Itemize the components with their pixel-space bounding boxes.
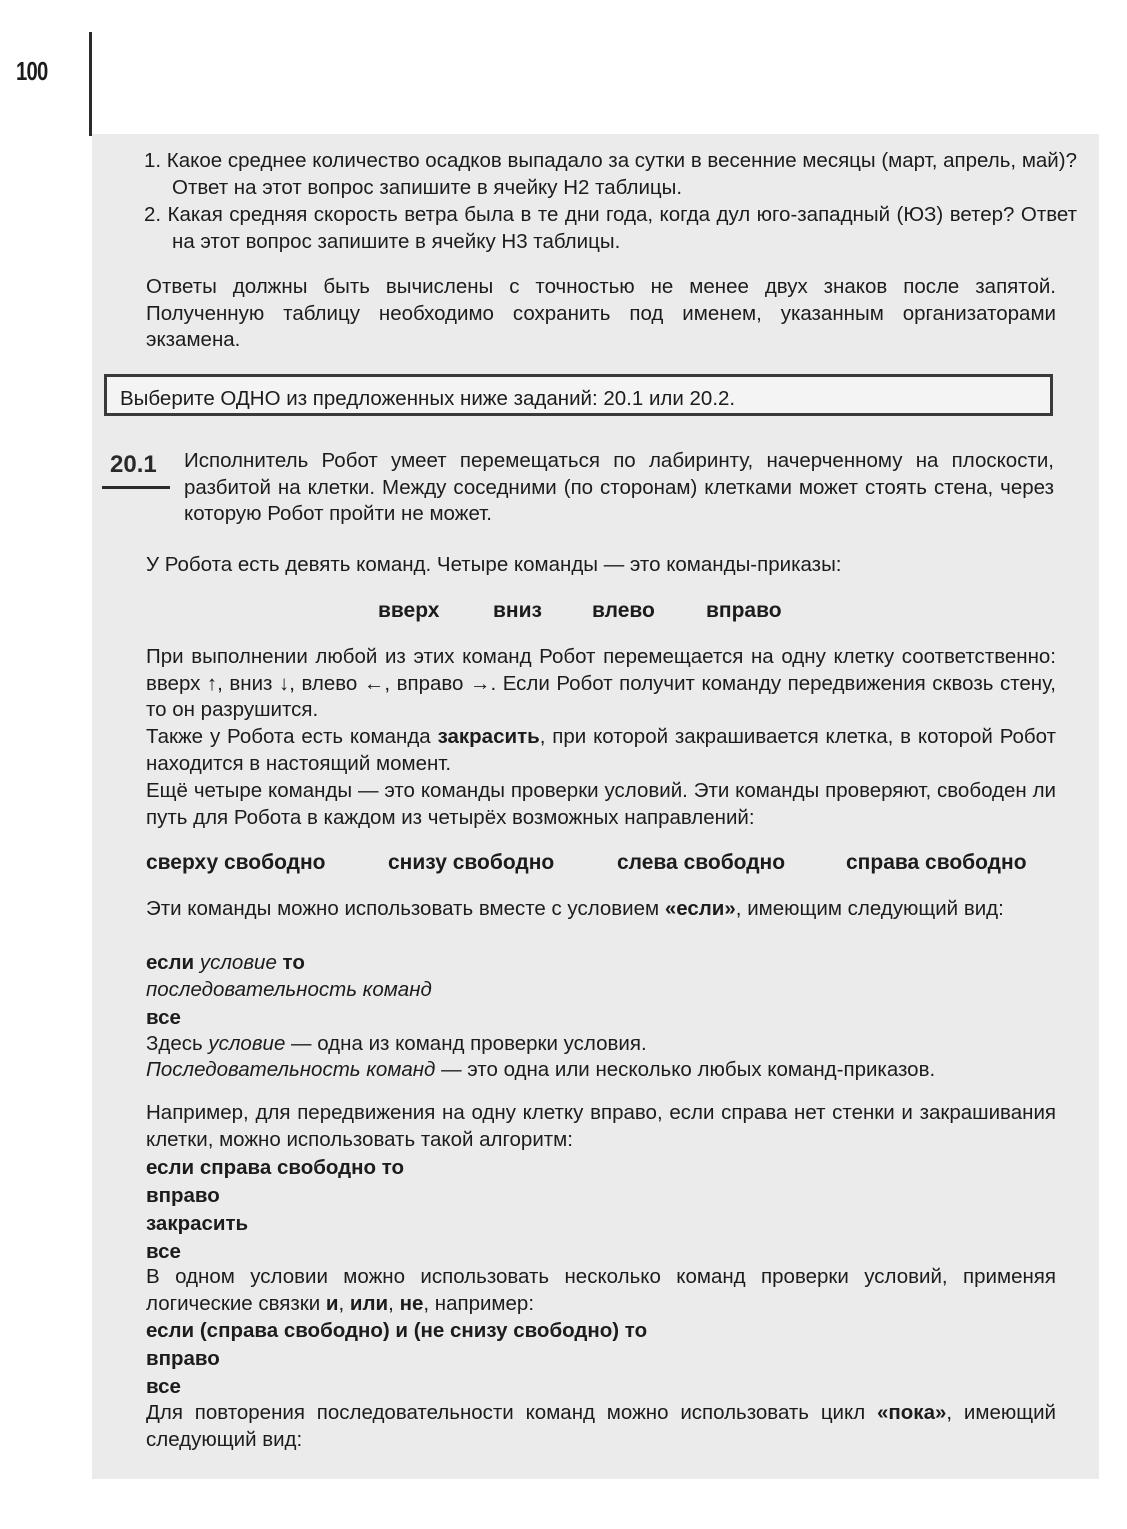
page-number: 100 (16, 56, 48, 86)
here-condition: условие (208, 1032, 286, 1055)
task-intro: Исполнитель Робот умеет перемещаться по лабиринту, начерченному на плоскости, разбитой на клетки. Между соседними (по сторонам) клетками может стоять стена, через которую Робот пройти не может. (184, 449, 1054, 525)
command-right: вправо (706, 599, 782, 622)
sequence-text-rest: — это одна или несколько любых команд-приказов. (435, 1058, 936, 1081)
if-syntax-then: то (282, 951, 305, 974)
task-number: 20.1 (110, 451, 157, 478)
here-text-after: — одна из команд проверки условия. (285, 1032, 647, 1055)
condition-left: слева свободно (617, 851, 786, 874)
logic-code-line-1: если (справа свободно) и (не снизу свободно) то (146, 1319, 648, 1342)
margin-rule (89, 32, 92, 136)
nine-commands-text: У Робота есть девять команд. Четыре команды — это команды-приказы: (146, 553, 842, 576)
here-text-before: Здесь (146, 1032, 209, 1055)
condition-down: снизу свободно (388, 851, 555, 874)
example-code-line-2: вправо (146, 1184, 220, 1207)
if-text-after: , имеющим следующий вид: (735, 897, 1004, 920)
here-text (146, 1031, 1056, 1058)
if-syntax-line-1 (146, 950, 1056, 977)
example-code-line-3: закрасить (146, 1212, 249, 1235)
example-code-line-1: если справа свободно то (146, 1156, 405, 1179)
logic-not: не (399, 1291, 424, 1315)
choose-task-box (104, 374, 1053, 416)
command-up: вверх (378, 599, 440, 622)
loop-text (146, 1400, 1056, 1453)
logic-code-line-3: все (146, 1375, 181, 1398)
answers-note: Ответы должны быть вычислены с точностью не менее двух знаков после запятой. Полученную таблицу необходимо сохранить под именем, указанным организаторами экзамена. (146, 275, 1056, 351)
logic-and: и (325, 1291, 339, 1315)
logic-or: или (349, 1291, 389, 1315)
if-syntax-if: если (146, 951, 195, 974)
loop-text-before: Для повторения последовательности команд можно использовать цикл (146, 1401, 877, 1424)
question-1: 1. Какое среднее количество осадков выпадало за сутки в весенние месяцы (март, апрель, май)? Ответ на этот вопрос запишите в ячейку H2 таблицы. (144, 149, 1077, 199)
if-keyword: «если» (664, 897, 736, 920)
task-number-underline (102, 486, 170, 489)
if-syntax-condition: условие (199, 951, 277, 974)
paint-text-after: , при которой закрашивается клетка, в которой Робот находится в настоящий момент. (146, 725, 1056, 775)
check-text: Ещё четыре команды — это команды проверки условий. Эти команды проверяют, свободен ли путь для Робота в каждом из четырёх возможных направлений: (146, 779, 1056, 829)
condition-right: справа свободно (846, 851, 1027, 874)
choose-task-text: Выберите ОДНО из предложенных ниже заданий: 20.1 или 20.2. (120, 387, 736, 410)
command-down: вниз (493, 599, 542, 622)
paint-command: закрасить (437, 725, 540, 748)
paint-text (146, 724, 1056, 777)
question-2: 2. Какая средняя скорость ветра была в те дни года, когда дул юго-западный (ЮЗ) ветер? Ответ на этот вопрос запишите в ячейку H3 таблицы. (144, 203, 1077, 253)
sequence-text (146, 1057, 1056, 1084)
if-syntax-sequence: последовательность команд (146, 978, 432, 1001)
if-text-before: Эти команды можно использовать вместе с условием (146, 897, 665, 920)
logic-code-line-2: вправо (146, 1347, 220, 1370)
logic-text-after: , например: (423, 1291, 535, 1315)
move-text: При выполнении любой из этих команд Робот перемещается на одну клетку соответственно: вверх ↑, вниз ↓, влево ←, вправо →. Если Робот получит команду передвижения сквозь стену, то он разрушится. (146, 645, 1056, 721)
content-panel (92, 134, 1099, 1479)
logic-text-before: В одном условии можно использовать несколько команд проверки условий, применяя логические связки (146, 1265, 1056, 1315)
if-text (146, 896, 1056, 923)
example-code-line-4: все (146, 1240, 181, 1263)
sequence-italic: Последовательность команд (146, 1058, 436, 1081)
if-syntax-line-3: все (146, 1006, 181, 1029)
logic-text: В одном условии можно использовать несколько команд проверки условий, применяя логические связки и, или, не, например: (146, 1265, 1056, 1315)
paint-text-before: Также у Робота есть команда (146, 725, 438, 748)
loop-text-after: , имеющий следующий вид: (146, 1401, 1056, 1451)
example-text: Например, для передвижения на одну клетку вправо, если справа нет стенки и закрашивания клетки, можно использовать такой алгоритм: (146, 1101, 1056, 1151)
loop-keyword: «пока» (877, 1401, 947, 1424)
condition-up: сверху свободно (146, 851, 326, 874)
if-syntax-line-2 (146, 977, 1056, 1004)
command-left: влево (592, 599, 655, 622)
